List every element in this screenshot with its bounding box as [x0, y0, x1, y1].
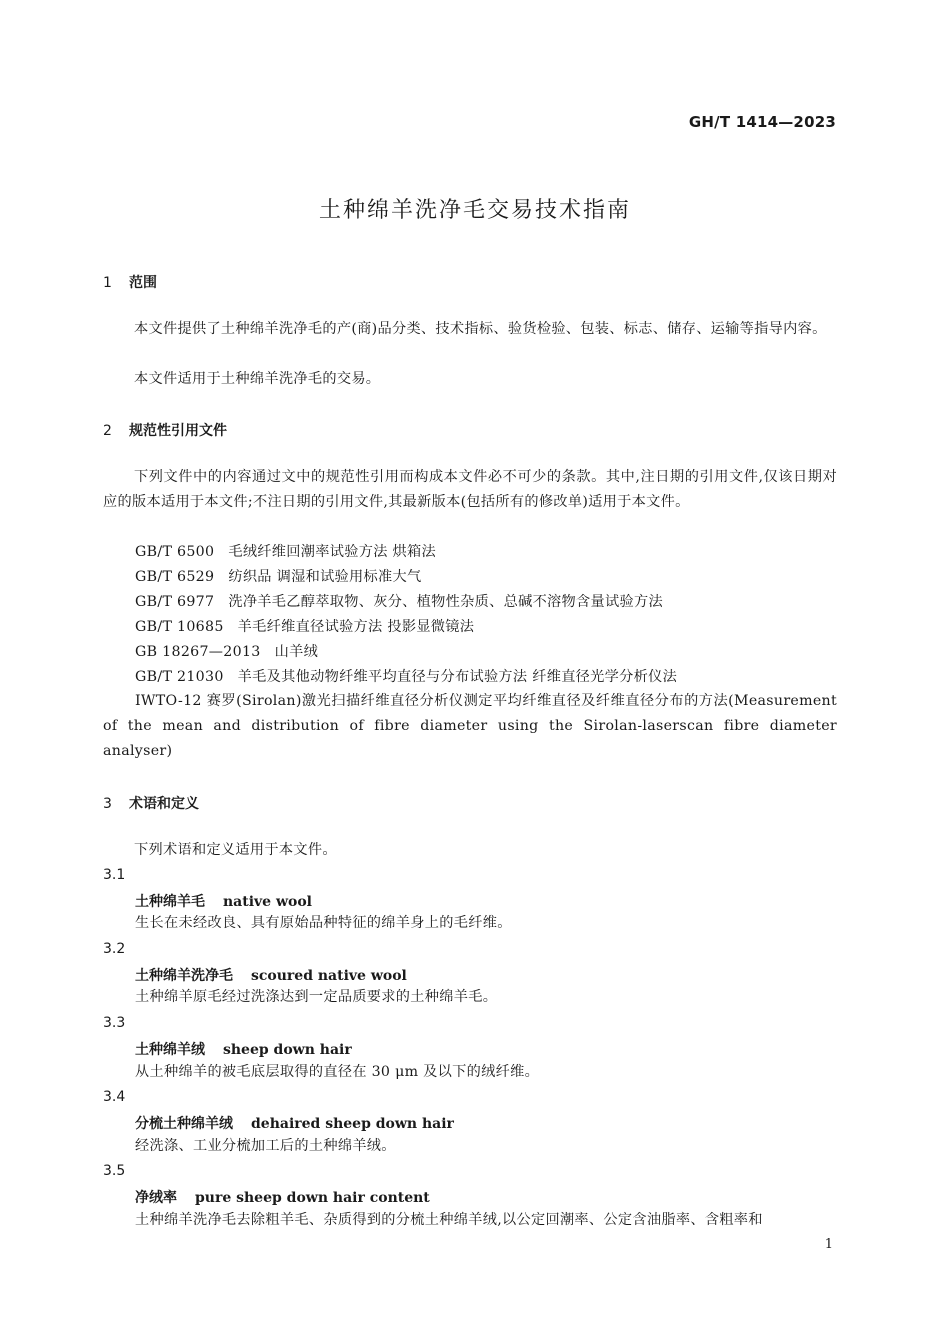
term-en: pure sheep down hair content — [195, 1190, 430, 1206]
term-definition: 经洗涤、工业分梳加工后的土种绵羊绒。 — [135, 1138, 396, 1154]
term-name — [135, 891, 312, 911]
term-zh: 净绒率 — [135, 1190, 177, 1206]
reference-code: GB/T 21030 — [135, 669, 224, 685]
term-en: scoured native wool — [251, 968, 407, 984]
section-number: 1 — [103, 275, 112, 291]
section-number: 3 — [103, 796, 112, 812]
section-number: 2 — [103, 423, 112, 439]
document-title: 土种绵羊洗净毛交易技术指南 — [318, 198, 631, 223]
term-zh: 土种绵羊洗净毛 — [135, 968, 233, 984]
reference-item — [135, 615, 474, 640]
term-en: dehaired sheep down hair — [251, 1116, 454, 1132]
section-heading-normative-references — [103, 420, 227, 440]
reference-item — [135, 590, 663, 615]
reference-title: 羊毛纤维直径试验方法 投影显微镜法 — [237, 619, 475, 635]
term-number: 3.2 — [103, 941, 126, 957]
term-definition: 生长在未经改良、具有原始品种特征的绵羊身上的毛纤维。 — [135, 915, 512, 931]
term-number: 3.5 — [103, 1163, 126, 1179]
scope-paragraph-1: 本文件提供了土种绵羊洗净毛的产(商)品分类、技术指标、验货检验、包装、标志、储存、运输等指导内容。 — [134, 321, 827, 337]
standard-number: GH/T 1414—2023 — [688, 113, 836, 131]
reference-item — [135, 565, 421, 590]
reference-code: GB/T 6977 — [135, 594, 215, 610]
scope-paragraph-2: 本文件适用于土种绵羊洗净毛的交易。 — [134, 371, 381, 387]
reference-code: GB/T 10685 — [135, 619, 224, 635]
section-title: 范围 — [129, 275, 157, 291]
section-title: 规范性引用文件 — [129, 423, 227, 439]
term-definition: 土种绵羊洗净毛去除粗羊毛、杂质得到的分梳土种绵羊绒,以公定回潮率、公定含油脂率、含粗率和 — [135, 1212, 763, 1228]
term-en: native wool — [223, 894, 312, 910]
term-number: 3.3 — [103, 1015, 126, 1031]
reference-title: 纺织品 调湿和试验用标准大气 — [228, 569, 422, 585]
reference-code: GB/T 6529 — [135, 569, 215, 585]
terms-intro: 下列术语和定义适用于本文件。 — [134, 842, 337, 858]
page-number: 1 — [824, 1237, 833, 1252]
term-name — [135, 965, 407, 985]
reference-item — [135, 540, 436, 565]
term-name — [135, 1039, 352, 1059]
reference-title: 山羊绒 — [274, 644, 319, 660]
term-definition: 土种绵羊原毛经过洗涤达到一定品质要求的土种绵羊毛。 — [135, 989, 498, 1005]
term-name — [135, 1113, 454, 1133]
reference-title: 羊毛及其他动物纤维平均直径与分布试验方法 纤维直径光学分析仪法 — [237, 669, 678, 685]
reference-title: 毛绒纤维回潮率试验方法 烘箱法 — [228, 544, 436, 560]
term-en: sheep down hair — [223, 1042, 352, 1058]
term-zh: 土种绵羊绒 — [135, 1042, 205, 1058]
section-heading-scope — [103, 272, 157, 292]
term-definition: 从土种绵羊的被毛底层取得的直径在 30 μm 及以下的绒纤维。 — [135, 1064, 540, 1080]
reference-code: GB 18267—2013 — [135, 644, 261, 660]
section-title: 术语和定义 — [129, 796, 199, 812]
reference-code: GB/T 6500 — [135, 544, 215, 560]
term-number: 3.1 — [103, 867, 126, 883]
reference-item-iwto: IWTO-12 赛罗(Sirolan)激光扫描纤维直径分析仪测定平均纤维直径及纤维直径分布的方法(Measurement of the mean and distribution of fibre diameter using the Sirolan-laserscan fibre diameter analyser) — [103, 693, 837, 759]
term-name — [135, 1187, 430, 1207]
term-zh: 分梳土种绵羊绒 — [135, 1116, 233, 1132]
reference-item — [135, 665, 677, 690]
term-number: 3.4 — [103, 1089, 126, 1105]
reference-item — [135, 640, 318, 665]
reference-title: 洗净羊毛乙醇萃取物、灰分、植物性杂质、总碱不溶物含量试验方法 — [228, 594, 663, 610]
references-intro: 下列文件中的内容通过文中的规范性引用而构成本文件必不可少的条款。其中,注日期的引用文件,仅该日期对应的版本适用于本文件;不注日期的引用文件,其最新版本(包括所有的修改单)适用于本文件。 — [103, 469, 837, 510]
term-zh: 土种绵羊毛 — [135, 894, 205, 910]
section-heading-terms — [103, 793, 199, 813]
